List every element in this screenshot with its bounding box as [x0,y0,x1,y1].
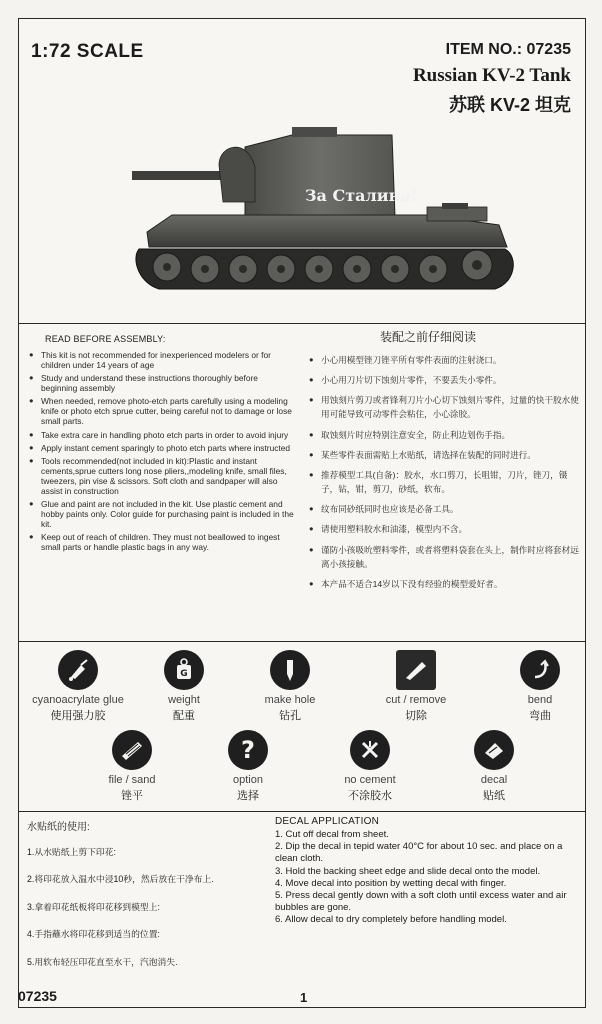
legend-file-sand: file / sand 锉平 [77,730,187,803]
tank-illustration [127,107,517,322]
legend-decal: decal 贴纸 [439,730,549,803]
decal-chinese-instructions [27,818,279,982]
list-item: ● 谨防小孩吸吮塑料零件，或者将塑料袋套在头上，制作时应将套材远离小孩接触。 [307,543,579,571]
page-number: 1 [300,990,308,1005]
list-item: ● 用蚀刻片剪刀或者锋利刀片小心切下蚀刻片零件，过量的快干胶水使用可能导致可动零件会粘住，小心涂胶。 [307,393,579,421]
decal-steps-english [275,829,579,927]
engine-deck [427,207,487,221]
warnings-english-list [27,350,295,552]
turret-hatch [292,127,337,137]
list-item: ● Keep out of reach of children. They must not beallowed to ingest small parts or handle plastic bags in any way. [27,532,295,552]
list-item: 1. Cut off decal from sheet. [275,829,389,840]
read-before-english [27,334,295,556]
list-item: ● When needed, remove photo-etch parts carefully using a modeling knife or photo etch sprue cutter, being careful not to damage or lose small parts. [27,396,295,426]
read-before-assembly-section [19,324,585,642]
decal-heading-chinese: 水贴纸的使用: [27,822,90,833]
title-chinese: 苏联 KV-2 坦克 [448,95,571,115]
symbols-legend [19,642,585,812]
svg-text:G: G [180,669,188,679]
list-item: 1.从水贴纸上剪下印花: [27,847,116,857]
legend-option: ? option 选择 [193,730,303,803]
legend-cyanoacrylate-glue: cyanoacrylate glue 使用强力胶 [23,650,133,723]
list-item: ● 纹布同砂纸同时也应该是必备工具。 [307,502,579,516]
list-item: 2.将印花放入温水中浸10秒，然后放在干净布上. [27,874,214,885]
question-icon: ? [228,730,268,770]
list-item: 5.用软布轻压印花直至水干，汽泡消失. [27,956,178,967]
turret [245,135,395,219]
exhaust-cover [442,203,468,209]
glue-icon [58,650,98,690]
legend-cut-remove: cut / remove 切除 [361,650,471,723]
no-cement-icon [350,730,390,770]
knife-icon [396,650,436,690]
list-item: ● This kit is not recommended for inexperienced modelers or for children under 14 years of age [27,350,295,370]
list-item: ● Apply instant cement sparingly to photo etch parts where instructed [27,443,295,453]
legend-weight: G weight 配重 [129,650,239,723]
list-item: ● 取蚀刻片时应特别注意安全，防止利边划伤手指。 [307,428,579,442]
list-item: 5. Press decal gently down with a soft cloth until excess water and air bubbles are gone. [275,890,567,914]
read-before-chinese [307,328,579,597]
decal-icon [474,730,514,770]
list-item: ● Study and understand these instructions thoroughly before beginning assembly [27,373,295,393]
list-item: ● 小心用刀片切下蚀刻片零件，不要丢失小零件。 [307,373,579,387]
list-item: ● Take extra care in handling photo etch parts in order to avoid injury [27,430,295,440]
legend-make-hole: make hole 钻孔 [235,650,345,723]
read-heading-english: READ BEFORE ASSEMBLY: [45,334,166,344]
list-item: 2. Dip the decal in tepid water 40°C for about 10 sec. and place on a clean cloth. [275,841,563,865]
gun-shield [219,147,255,202]
list-item: ● Glue and paint are not included in the kit. Use plastic cement and hobby paints only. Color guide for purchasing paint is included in the kit. [27,499,295,529]
list-item: 3. Hold the backing sheet edge and slide decal onto the model. [275,865,541,877]
list-item: ● 请使用塑料胶水和油漆，模型内不含。 [307,522,579,536]
decal-english-instructions [275,816,579,927]
scale-label: 1:72 SCALE [31,41,144,62]
decal-application-section [19,812,585,984]
list-item: ● 某些零件表面需贴上水贴纸，请选择在装配的同时进行。 [307,448,579,462]
read-heading-chinese: 装配之前仔细阅读 [379,330,476,344]
list-item: 3.拿着印花纸板将印花移到模型上: [27,901,160,912]
list-item: 6. Allow decal to dry completely before handling model. [275,914,507,926]
bend-icon [520,650,560,690]
list-item: ● 推荐模型工具(自备)：胶水，水口剪刀，长咀钳，刀片，锉刀，镊子，钻，钳，剪刀，砂纸，软布。 [307,468,579,496]
weight-icon [164,650,204,690]
decal-steps-chinese [27,845,279,968]
list-item: ● 本产品不适合14岁以下没有经验的模型爱好者。 [307,577,579,591]
turret-slogan: За Сталина! [305,186,418,205]
list-item: ● 小心用模型锉刀锉平所有零件表面的注射浇口。 [307,353,579,367]
list-item: 4.手指蘸水将印花移到适当的位置: [27,929,160,940]
warnings-chinese-list [307,353,579,591]
title-english: Russian KV-2 Tank [412,65,571,86]
legend-no-cement: no cement 不涂胶水 [315,730,425,803]
drill-icon [270,650,310,690]
item-number: ITEM NO.: 07235 [445,41,571,58]
decal-heading-english: DECAL APPLICATION [275,816,379,827]
header-section [19,19,585,324]
footer-item-code: 07235 [18,988,57,1004]
file-icon [112,730,152,770]
instruction-page [18,18,586,1008]
list-item: 4. Move decal into position by wetting decal with finger. [275,877,507,889]
legend-bend: bend 弯曲 [485,650,595,723]
list-item: ● Tools recommended(not included in kit):Plastic and instant cements,sprue cutters long nose pliers,,modeling knife, small files, tweezers, pin vise & scissors. Soft cloth and sandpaper will also assist in construction [27,456,295,496]
